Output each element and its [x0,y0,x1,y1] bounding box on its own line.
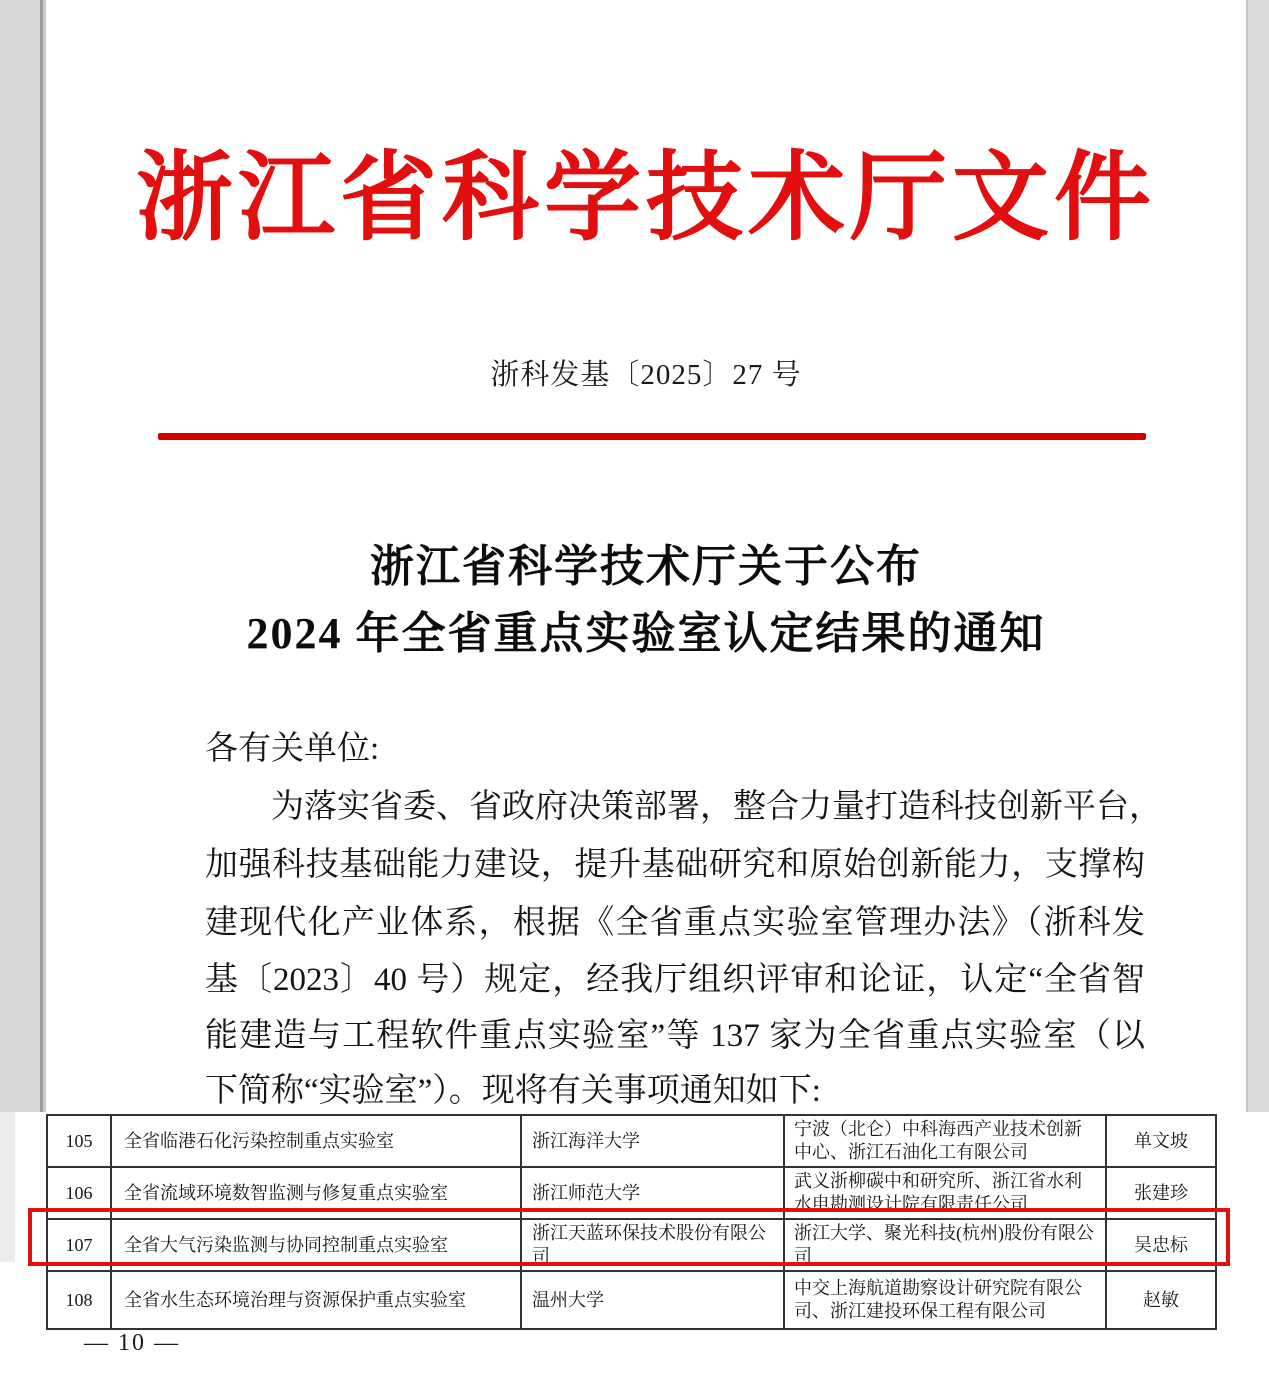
body-paragraph-line: 加强科技基础能力建设，提升基础研究和原始创新能力，支撑构 [205,847,1145,883]
table-row-highlighted [47,1219,1216,1271]
notice-title-line2: 2024 年全省重点实验室认定结果的通知 [246,609,1046,658]
lab-number: 107 [47,1219,111,1271]
page-number: — 10 — [84,1330,180,1356]
agency-letterhead-title: 浙江省科学技术厅文件 [136,145,1156,252]
scan-left-margin [0,0,43,1112]
lab-number: 105 [47,1115,111,1167]
lab-director: 张建珍 [1106,1167,1216,1219]
lab-director: 吴忠标 [1106,1219,1216,1271]
lab-institution: 浙江海洋大学 [521,1115,784,1167]
lab-institution: 浙江天蓝环保技术股份有限公司 [521,1219,784,1271]
table-row [47,1167,1216,1219]
body-paragraph-line: 下简称“实验室”）。现将有关事项通知如下: [205,1073,821,1109]
lab-partners: 浙江大学、聚光科技(杭州)股份有限公司 [784,1219,1106,1271]
lab-partners: 宁波（北仑）中科海西产业技术创新中心、浙江石油化工有限公司 [784,1115,1106,1167]
lab-number: 108 [47,1271,111,1329]
lab-name: 全省水生态环境治理与资源保护重点实验室 [111,1271,521,1329]
lab-partners: 中交上海航道勘察设计研究院有限公司、浙江建投环保工程有限公司 [784,1271,1106,1329]
lab-director: 赵敏 [1106,1271,1216,1329]
scan-right-margin [1246,0,1269,1112]
salutation: 各有关单位: [205,731,380,767]
red-divider-line [158,433,1146,440]
body-paragraph-line: 基〔2023〕40 号）规定，经我厅组织评审和论证，认定“全省智 [205,962,1145,998]
document-number: 浙科发基〔2025〕27 号 [490,359,802,391]
notice-title-line1: 浙江省科学技术厅关于公布 [370,542,922,591]
table-row [47,1115,1216,1167]
scan-artifact-strip [0,1112,15,1262]
table-row [47,1271,1216,1329]
laboratory-table [46,1114,1217,1330]
lab-name: 全省流域环境数智监测与修复重点实验室 [111,1167,521,1219]
lab-institution: 浙江师范大学 [521,1167,784,1219]
lab-partners: 武义浙柳碳中和研究所、浙江省水利水电勘测设计院有限责任公司 [784,1167,1106,1219]
lab-name: 全省临港石化污染控制重点实验室 [111,1115,521,1167]
body-paragraph-line: 建现代化产业体系，根据《全省重点实验室管理办法》（浙科发 [205,905,1145,941]
lab-number: 106 [47,1167,111,1219]
lab-name: 全省大气污染监测与协同控制重点实验室 [111,1219,521,1271]
body-paragraph-line: 为落实省委、省政府决策部署，整合力量打造科技创新平台， [271,789,1162,825]
lab-director: 单文坡 [1106,1115,1216,1167]
body-paragraph-line: 能建造与工程软件重点实验室”等 137 家为全省重点实验室（以 [205,1018,1145,1054]
lab-institution: 温州大学 [521,1271,784,1329]
